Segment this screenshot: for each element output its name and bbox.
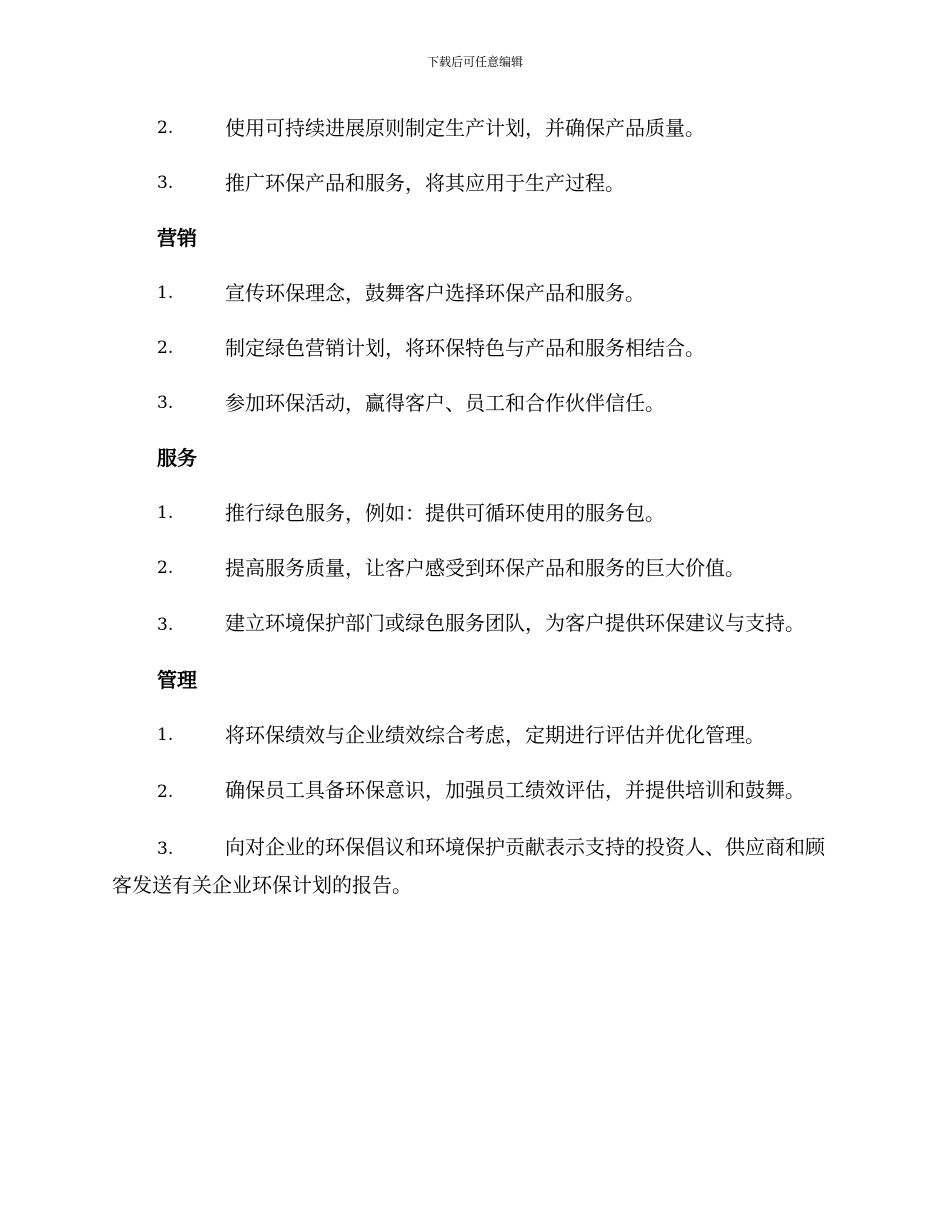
list-number: 2. (157, 118, 174, 138)
list-item (112, 275, 838, 311)
list-number: 2. (157, 782, 174, 802)
list-item (112, 330, 838, 366)
section-heading-management: 管理 (157, 668, 197, 692)
list-item (112, 605, 838, 643)
list-text: 推广环保产品和服务，将其应用于生产过程。 (225, 171, 625, 195)
list-text: 向对企业的环保倡议和环境保护贡献表示支持的投资人、供应商和顾客发送有关企业环保计划的报告。 (112, 835, 825, 897)
list-item (112, 717, 838, 753)
list-text: 制定绿色营销计划，将环保特色与产品和服务相结合。 (225, 336, 705, 360)
list-item (112, 165, 838, 201)
list-text: 使用可持续进展原则制定生产计划，并确保产品质量。 (225, 116, 705, 140)
list-text: 建立环境保护部门或绿色服务团队，为客户提供环保建议与支持。 (225, 611, 805, 635)
list-text: 提高服务质量，让客户感受到环保产品和服务的巨大价值。 (225, 556, 745, 580)
list-number: 1. (157, 283, 174, 303)
list-number: 2. (157, 558, 174, 578)
document-body (112, 110, 838, 922)
list-number: 2. (157, 338, 174, 358)
list-text: 将环保绩效与企业绩效综合考虑，定期进行评估并优化管理。 (225, 723, 765, 747)
list-number: 1. (157, 725, 174, 745)
list-item (112, 495, 838, 531)
list-item (112, 772, 838, 810)
page-header: 下载后可任意编辑 (426, 55, 523, 69)
list-item (112, 110, 838, 146)
list-number: 3. (157, 173, 174, 193)
list-item (112, 829, 838, 903)
list-text: 参加环保活动，赢得客户、员工和合作伙伴信任。 (225, 391, 665, 415)
list-text: 确保员工具备环保意识，加强员工绩效评估，并提供培训和鼓舞。 (225, 778, 805, 802)
list-number: 1. (157, 503, 174, 523)
list-text: 宣传环保理念，鼓舞客户选择环保产品和服务。 (225, 281, 645, 305)
list-number: 3. (157, 615, 174, 635)
list-number: 3. (157, 839, 174, 859)
list-text: 推行绿色服务，例如：提供可循环使用的服务包。 (225, 501, 665, 525)
list-number: 3. (157, 393, 174, 413)
list-item (112, 550, 838, 586)
list-item (112, 385, 838, 421)
section-heading-service: 服务 (157, 446, 197, 470)
section-heading-marketing: 营销 (157, 226, 197, 250)
